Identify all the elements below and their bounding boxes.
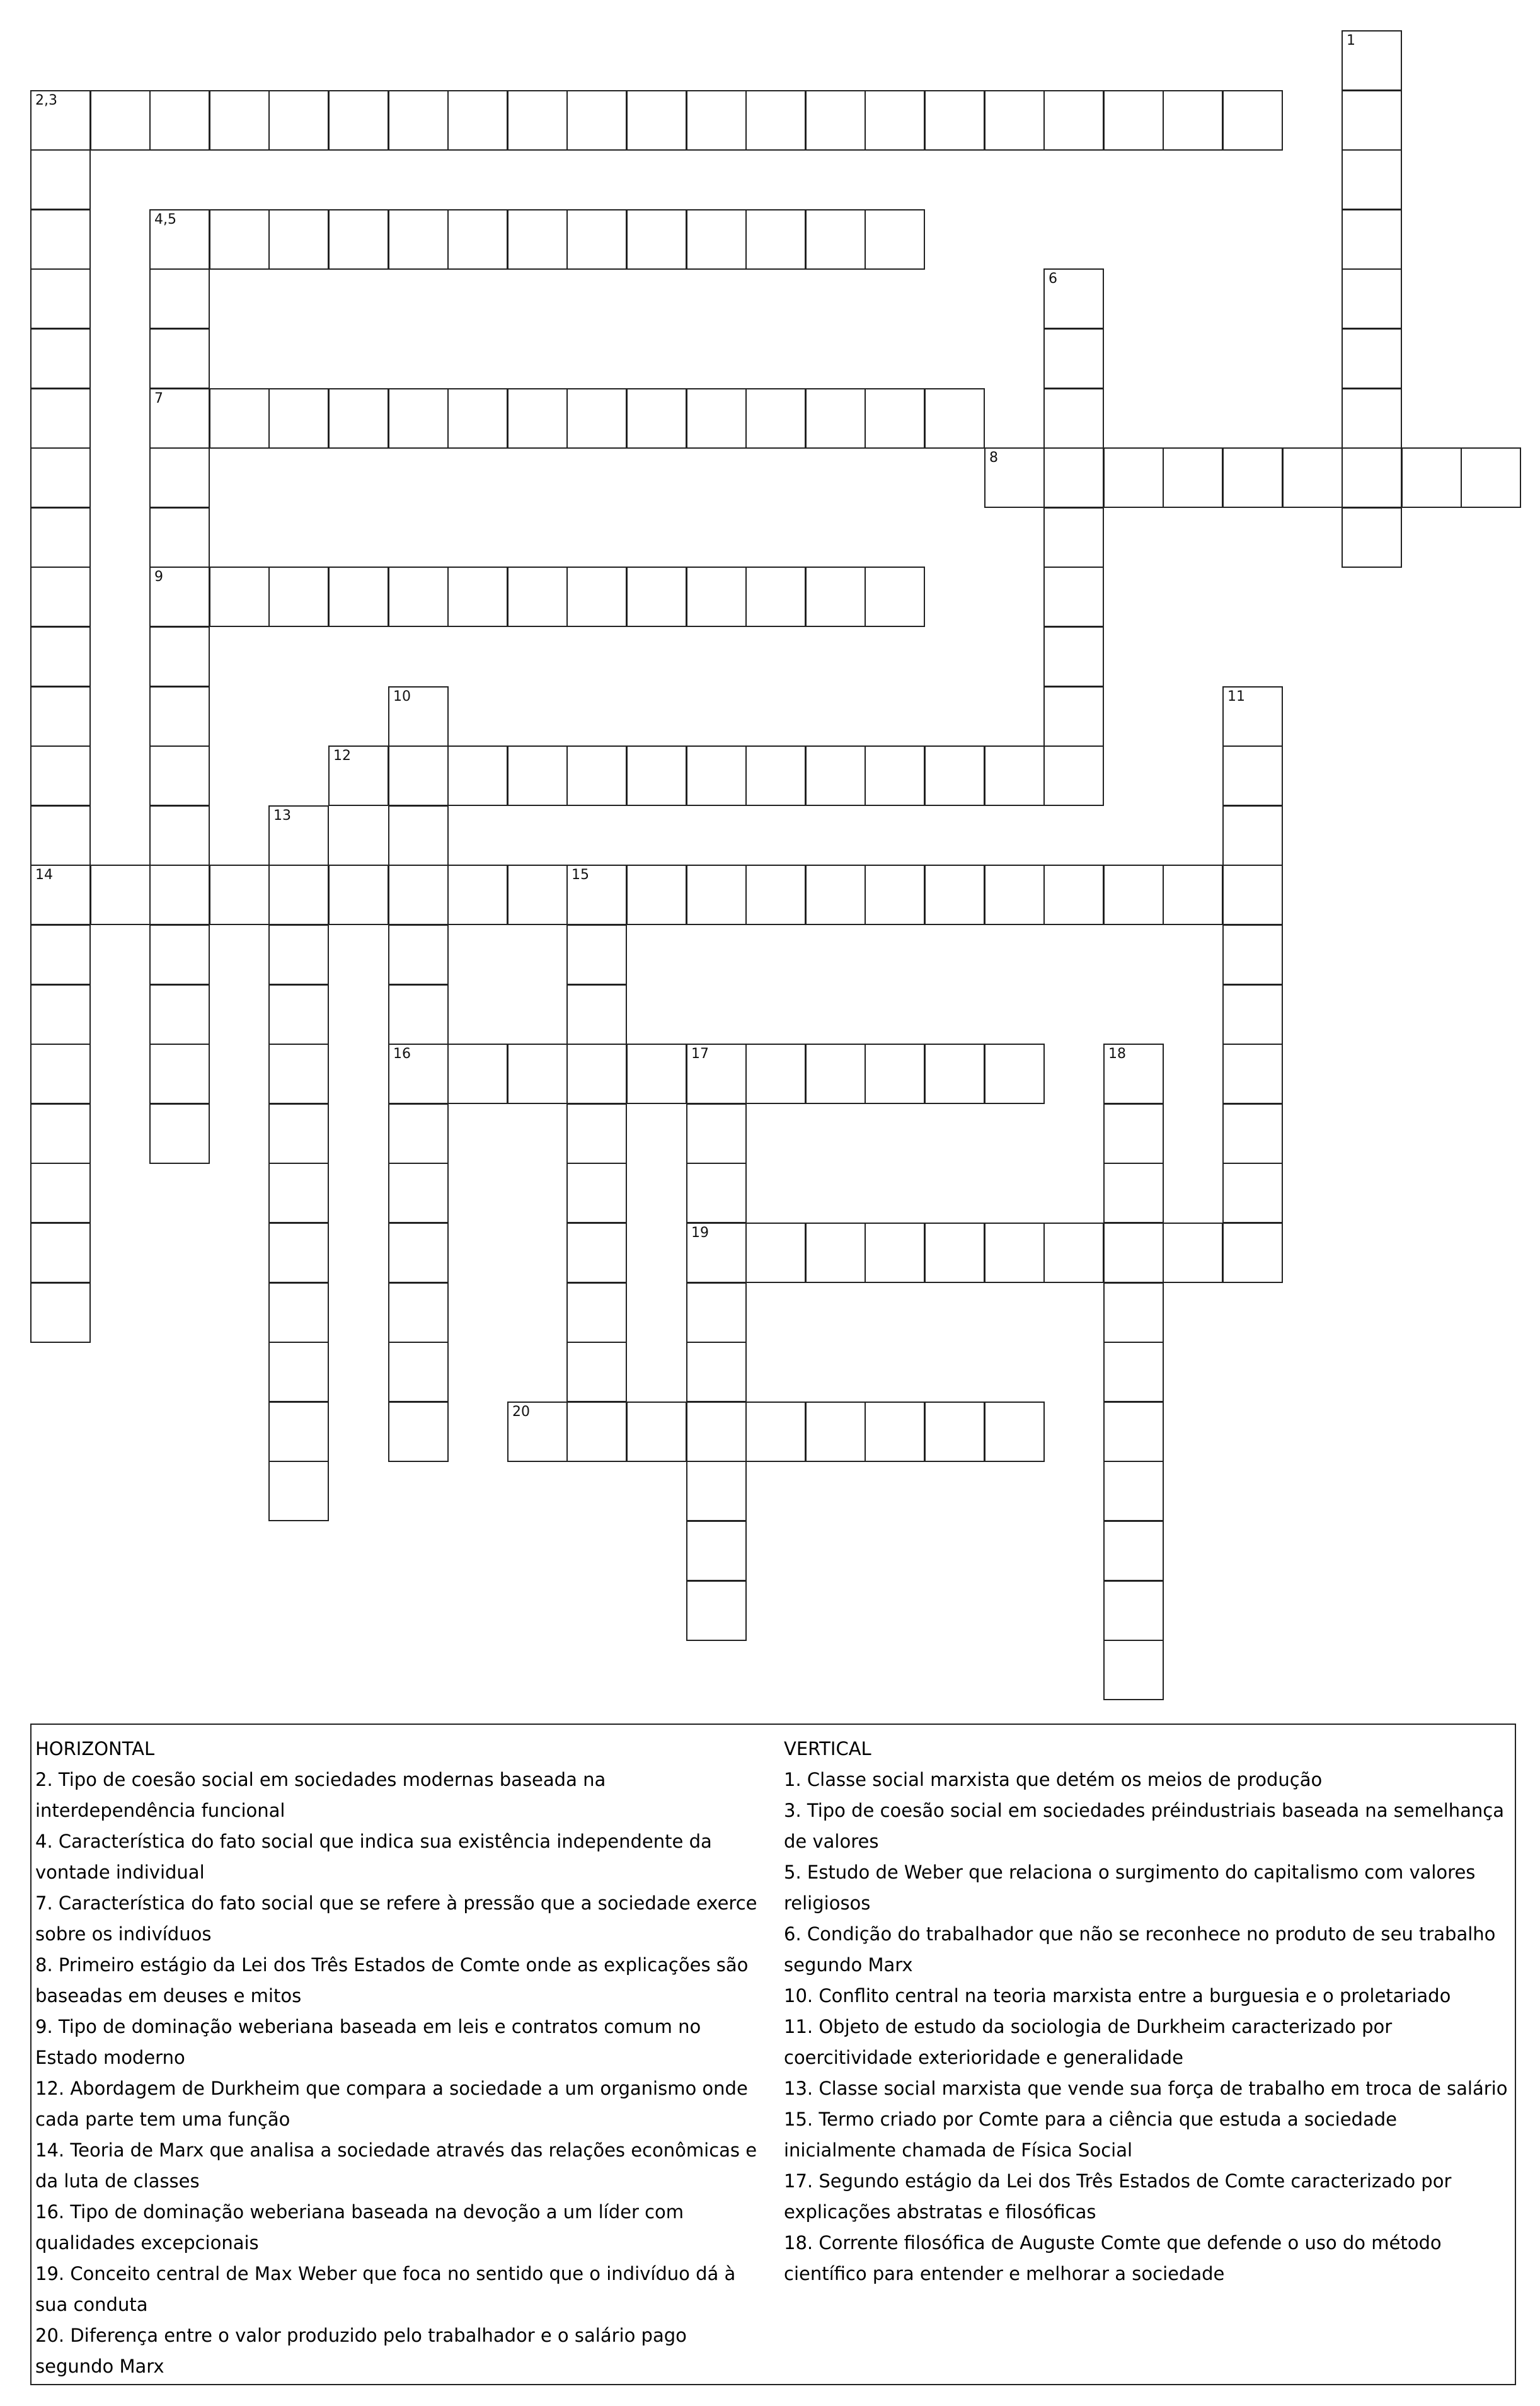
grid-cell[interactable] (149, 90, 210, 151)
grid-cell[interactable] (149, 626, 210, 687)
down-clue-13: 13. Classe social marxista que vende sua força de trabalho em troca de salário (784, 2078, 1508, 2099)
grid-cell[interactable] (1222, 1044, 1283, 1104)
grid-cell[interactable] (447, 567, 508, 627)
grid-cell[interactable] (30, 388, 91, 449)
grid-cell[interactable] (1222, 865, 1283, 925)
down-clue-3: 3. Tipo de coesão social em sociedades préindustriais baseada na semelhança de valores (784, 1800, 1505, 1852)
grid-cell[interactable] (626, 745, 687, 806)
grid-cell[interactable] (626, 90, 687, 151)
grid-cell[interactable] (865, 1402, 925, 1462)
grid-cell[interactable] (149, 984, 210, 1045)
grid-cell[interactable] (388, 90, 449, 151)
down-clue-6: 6. Condição do trabalhador que não se reconhece no produto de seu trabalho segundo Marx (784, 1923, 1496, 1976)
grid-cell[interactable] (1103, 865, 1164, 925)
grid-cell[interactable] (388, 984, 449, 1045)
grid-cell[interactable] (209, 567, 270, 627)
grid-cell[interactable] (1043, 1223, 1104, 1283)
grid-cell[interactable] (507, 1402, 568, 1462)
grid-cell[interactable] (30, 924, 91, 985)
grid-cell[interactable] (447, 1044, 508, 1104)
grid-cell[interactable] (566, 865, 627, 925)
grid-cell[interactable] (1043, 745, 1104, 806)
grid-cell[interactable] (1222, 686, 1283, 747)
grid-cell[interactable] (268, 567, 329, 627)
clue-number: 1 (1347, 33, 1355, 49)
grid-cell[interactable] (745, 1223, 806, 1283)
down-clue-5: 5. Estudo de Weber que relaciona o surgimento do capitalismo com valores religiosos (784, 1862, 1476, 1914)
grid-cell[interactable] (328, 865, 389, 925)
grid-cell[interactable] (30, 447, 91, 508)
grid-cell[interactable] (1103, 1163, 1164, 1223)
clue-number: 4,5 (154, 212, 176, 227)
grid-cell[interactable] (1103, 90, 1164, 151)
clue-number: 11 (1227, 689, 1245, 705)
grid-cell[interactable] (149, 745, 210, 806)
across-clue-12: 12. Abordagem de Durkheim que compara a sociedade a um organismo onde cada parte tem uma função (35, 2078, 748, 2130)
grid-cell[interactable] (924, 1223, 985, 1283)
grid-cell[interactable] (686, 1580, 747, 1641)
grid-cell[interactable] (507, 745, 568, 806)
grid-cell[interactable] (328, 388, 389, 449)
grid-cell[interactable] (924, 865, 985, 925)
grid-cell[interactable] (984, 1402, 1045, 1462)
clue-number: 14 (35, 867, 53, 883)
grid-cell[interactable] (388, 1044, 449, 1104)
grid-cell[interactable] (268, 90, 329, 151)
grid-cell[interactable] (1222, 1223, 1283, 1283)
grid-cell[interactable] (268, 1223, 329, 1283)
grid-cell[interactable] (30, 865, 91, 925)
grid-cell[interactable] (388, 865, 449, 925)
down-clue-10: 10. Conflito central na teoria marxista entre a burguesia e o proletariado (784, 1985, 1451, 2006)
clue-number: 8 (989, 450, 998, 466)
grid-cell[interactable] (984, 865, 1045, 925)
grid-cell[interactable] (149, 268, 210, 329)
grid-cell[interactable] (626, 388, 687, 449)
grid-cell[interactable] (626, 209, 687, 270)
grid-cell[interactable] (984, 90, 1045, 151)
clue-number: 19 (691, 1225, 709, 1241)
grid-cell[interactable] (1103, 1103, 1164, 1164)
grid-cell[interactable] (1222, 447, 1283, 508)
grid-cell[interactable] (805, 1223, 866, 1283)
grid-cell[interactable] (1461, 447, 1521, 508)
grid-cell[interactable] (745, 865, 806, 925)
across-clue-20: 20. Diferença entre o valor produzido pelo trabalhador e o salário pago segundo Marx (35, 2325, 687, 2377)
grid-cell[interactable] (388, 745, 449, 806)
across-clue-14: 14. Teoria de Marx que analisa a sociedade através das relações econômicas e da luta de classes (35, 2139, 757, 2192)
grid-cell[interactable] (149, 447, 210, 508)
grid-cell[interactable] (30, 1223, 91, 1283)
grid-cell[interactable] (388, 567, 449, 627)
grid-cell[interactable] (388, 686, 449, 747)
grid-cell[interactable] (686, 1342, 747, 1402)
grid-cell[interactable] (388, 1163, 449, 1223)
grid-cell[interactable] (447, 865, 508, 925)
grid-cell[interactable] (388, 1402, 449, 1462)
grid-cell[interactable] (30, 90, 91, 151)
grid-cell[interactable] (1043, 328, 1104, 389)
grid-cell[interactable] (1222, 924, 1283, 985)
grid-cell[interactable] (686, 1521, 747, 1581)
grid-cell[interactable] (388, 1282, 449, 1343)
grid-cell[interactable] (1342, 209, 1402, 270)
grid-cell[interactable] (984, 1223, 1045, 1283)
grid-cell[interactable] (149, 1103, 210, 1164)
grid-cell[interactable] (566, 90, 627, 151)
grid-cell[interactable] (149, 865, 210, 925)
grid-cell[interactable] (566, 1103, 627, 1164)
grid-cell[interactable] (1043, 507, 1104, 568)
grid-cell[interactable] (30, 686, 91, 747)
grid-cell[interactable] (30, 328, 91, 389)
down-clue-17: 17. Segundo estágio da Lei dos Três Estados de Comte caracterizado por explicações abstratas e filosóficas (784, 2170, 1452, 2223)
grid-cell[interactable] (745, 388, 806, 449)
grid-cell[interactable] (1342, 268, 1402, 329)
across-clue-8: 8. Primeiro estágio da Lei dos Três Estados de Comte onde as explicações são baseadas em deuses e mitos (35, 1954, 749, 2006)
grid-cell[interactable] (209, 209, 270, 270)
grid-cell[interactable] (447, 745, 508, 806)
grid-cell[interactable] (149, 1044, 210, 1104)
grid-cell[interactable] (686, 388, 747, 449)
grid-cell[interactable] (1342, 447, 1402, 508)
grid-cell[interactable] (805, 567, 866, 627)
grid-cell[interactable] (745, 209, 806, 270)
grid-cell[interactable] (566, 1163, 627, 1223)
grid-cell[interactable] (90, 865, 151, 925)
clue-number: 6 (1049, 271, 1057, 287)
grid-cell[interactable] (1342, 507, 1402, 568)
grid-cell[interactable] (1103, 1461, 1164, 1521)
grid-cell[interactable] (507, 388, 568, 449)
grid-cell[interactable] (566, 1044, 627, 1104)
clue-number: 16 (393, 1046, 411, 1062)
grid-cell[interactable] (268, 1044, 329, 1104)
grid-cell[interactable] (1103, 1521, 1164, 1581)
grid-cell[interactable] (865, 388, 925, 449)
grid-cell[interactable] (268, 1461, 329, 1521)
grid-cell[interactable] (149, 388, 210, 449)
grid-cell[interactable] (865, 90, 925, 151)
grid-cell[interactable] (328, 567, 389, 627)
grid-cell[interactable] (1222, 745, 1283, 806)
grid-cell[interactable] (149, 507, 210, 568)
grid-cell[interactable] (865, 567, 925, 627)
grid-cell[interactable] (924, 1402, 985, 1462)
grid-cell[interactable] (149, 686, 210, 747)
clue-number: 9 (154, 569, 163, 585)
grid-cell[interactable] (686, 1163, 747, 1223)
grid-cell[interactable] (1103, 1044, 1164, 1104)
clue-number: 20 (512, 1404, 530, 1420)
clue-number: 2,3 (35, 93, 57, 108)
grid-cell[interactable] (388, 1342, 449, 1402)
across-clue-19: 19. Conceito central de Max Weber que foca no sentido que o indivíduo dá à sua conduta (35, 2263, 736, 2315)
grid-cell[interactable] (805, 90, 866, 151)
grid-cell[interactable] (388, 209, 449, 270)
grid-cell[interactable] (209, 865, 270, 925)
grid-cell[interactable] (507, 567, 568, 627)
grid-cell[interactable] (30, 567, 91, 627)
grid-cell[interactable] (30, 805, 91, 866)
grid-cell[interactable] (149, 567, 210, 627)
grid-cell[interactable] (1222, 984, 1283, 1045)
grid-cell[interactable] (507, 90, 568, 151)
grid-cell[interactable] (149, 805, 210, 866)
grid-cell[interactable] (1222, 1103, 1283, 1164)
grid-cell[interactable] (686, 567, 747, 627)
grid-cell[interactable] (447, 209, 508, 270)
grid-cell[interactable] (1103, 1223, 1164, 1283)
grid-cell[interactable] (626, 865, 687, 925)
down-clue-11: 11. Objeto de estudo da sociologia de Durkheim caracterizado por coercitividade exterioridade e generalidade (784, 2016, 1393, 2068)
grid-cell[interactable] (30, 1103, 91, 1164)
grid-cell[interactable] (865, 1044, 925, 1104)
grid-cell[interactable] (1342, 90, 1402, 151)
grid-cell[interactable] (30, 268, 91, 329)
across-clue-4: 4. Característica do fato social que indica sua existência independente da vontade individual (35, 1831, 712, 1883)
grid-cell[interactable] (209, 388, 270, 449)
grid-cell[interactable] (865, 209, 925, 270)
clue-number: 17 (691, 1046, 709, 1062)
grid-cell[interactable] (566, 1223, 627, 1283)
grid-cell[interactable] (924, 388, 985, 449)
across-clue-2: 2. Tipo de coesão social em sociedades modernas baseada na interdependência funcional (35, 1769, 606, 1821)
grid-cell[interactable] (626, 1402, 687, 1462)
grid-cell[interactable] (1342, 328, 1402, 389)
grid-cell[interactable] (30, 149, 91, 210)
grid-cell[interactable] (1222, 1163, 1283, 1223)
down-clue-15: 15. Termo criado por Comte para a ciência que estuda a sociedade inicialmente chamada de Física Social (784, 2109, 1397, 2161)
grid-cell[interactable] (626, 567, 687, 627)
down-clue-1: 1. Classe social marxista que detém os meios de produção (784, 1769, 1323, 1790)
grid-cell[interactable] (388, 805, 449, 866)
grid-cell[interactable] (1401, 447, 1462, 508)
across-clues-column (35, 1734, 766, 2382)
grid-cell[interactable] (686, 209, 747, 270)
grid-cell[interactable] (566, 924, 627, 985)
grid-cell[interactable] (30, 984, 91, 1045)
grid-cell[interactable] (1103, 447, 1164, 508)
grid-cell[interactable] (686, 1282, 747, 1343)
grid-cell[interactable] (984, 745, 1045, 806)
across-clue-7: 7. Característica do fato social que se refere à pressão que a sociedade exerce sobre os indivíduos (35, 1892, 757, 1945)
grid-cell[interactable] (1043, 268, 1104, 329)
grid-cell[interactable] (507, 209, 568, 270)
grid-cell[interactable] (566, 388, 627, 449)
grid-cell[interactable] (1163, 447, 1223, 508)
grid-cell[interactable] (268, 984, 329, 1045)
clue-number: 12 (333, 748, 351, 764)
grid-cell[interactable] (566, 209, 627, 270)
clues-box (30, 1724, 1516, 2385)
grid-cell[interactable] (1103, 1640, 1164, 1700)
grid-cell[interactable] (745, 1044, 806, 1104)
grid-cell[interactable] (268, 1282, 329, 1343)
grid-cell[interactable] (388, 924, 449, 985)
grid-cell[interactable] (924, 90, 985, 151)
grid-cell[interactable] (507, 1044, 568, 1104)
down-clues-column (784, 1734, 1515, 2289)
grid-cell[interactable] (328, 90, 389, 151)
grid-cell[interactable] (268, 1342, 329, 1402)
grid-cell[interactable] (507, 865, 568, 925)
grid-cell[interactable] (865, 1223, 925, 1283)
grid-cell[interactable] (1043, 865, 1104, 925)
grid-cell[interactable] (686, 1461, 747, 1521)
grid-cell[interactable] (1043, 90, 1104, 151)
grid-cell[interactable] (1043, 447, 1104, 508)
grid-cell[interactable] (805, 745, 866, 806)
grid-cell[interactable] (686, 745, 747, 806)
grid-cell[interactable] (268, 1163, 329, 1223)
grid-cell[interactable] (209, 90, 270, 151)
grid-cell[interactable] (268, 924, 329, 985)
grid-cell[interactable] (268, 388, 329, 449)
grid-cell[interactable] (30, 1163, 91, 1223)
grid-cell[interactable] (745, 1402, 806, 1462)
grid-cell[interactable] (268, 805, 329, 866)
grid-cell[interactable] (745, 745, 806, 806)
grid-cell[interactable] (805, 865, 866, 925)
grid-cell[interactable] (1342, 30, 1402, 91)
across-title: HORIZONTAL (35, 1738, 155, 1759)
grid-cell[interactable] (328, 745, 389, 806)
grid-cell[interactable] (268, 1402, 329, 1462)
grid-cell[interactable] (686, 1223, 747, 1283)
grid-cell[interactable] (1043, 686, 1104, 747)
grid-cell[interactable] (865, 745, 925, 806)
clue-number: 15 (572, 867, 589, 883)
grid-cell[interactable] (686, 1402, 747, 1462)
grid-cell[interactable] (268, 1103, 329, 1164)
grid-cell[interactable] (984, 447, 1045, 508)
grid-cell[interactable] (328, 209, 389, 270)
grid-cell[interactable] (447, 388, 508, 449)
grid-cell[interactable] (1342, 388, 1402, 449)
grid-cell[interactable] (626, 1044, 687, 1104)
down-title: VERTICAL (784, 1738, 871, 1759)
grid-cell[interactable] (1163, 90, 1223, 151)
grid-cell[interactable] (1163, 1223, 1223, 1283)
grid-cell[interactable] (388, 1103, 449, 1164)
grid-cell[interactable] (30, 745, 91, 806)
grid-cell[interactable] (268, 209, 329, 270)
grid-cell[interactable] (984, 1044, 1045, 1104)
clue-number: 18 (1108, 1046, 1126, 1062)
grid-cell[interactable] (388, 1223, 449, 1283)
grid-cell[interactable] (30, 507, 91, 568)
grid-cell[interactable] (447, 90, 508, 151)
clue-number: 10 (393, 689, 411, 705)
grid-cell[interactable] (745, 567, 806, 627)
grid-cell[interactable] (686, 1103, 747, 1164)
grid-cell[interactable] (30, 209, 91, 270)
grid-cell[interactable] (1043, 388, 1104, 449)
grid-cell[interactable] (1163, 865, 1223, 925)
across-clue-9: 9. Tipo de dominação weberiana baseada em leis e contratos comum no Estado moderno (35, 2016, 701, 2068)
clue-number: 7 (154, 391, 163, 406)
grid-cell[interactable] (566, 1282, 627, 1343)
grid-cell[interactable] (1043, 626, 1104, 687)
grid-cell[interactable] (149, 924, 210, 985)
grid-cell[interactable] (865, 865, 925, 925)
grid-cell[interactable] (805, 1402, 866, 1462)
across-clue-16: 16. Tipo de dominação weberiana baseada na devoção a um líder com qualidades excepcionais (35, 2201, 684, 2253)
grid-cell[interactable] (30, 1282, 91, 1343)
grid-cell[interactable] (1103, 1282, 1164, 1343)
grid-cell[interactable] (30, 1044, 91, 1104)
grid-cell[interactable] (1043, 567, 1104, 627)
grid-cell[interactable] (686, 865, 747, 925)
grid-cell[interactable] (805, 209, 866, 270)
grid-cell[interactable] (745, 90, 806, 151)
grid-cell[interactable] (805, 388, 866, 449)
grid-cell[interactable] (1282, 447, 1343, 508)
grid-cell[interactable] (686, 90, 747, 151)
clue-number: 13 (273, 808, 291, 824)
grid-cell[interactable] (388, 388, 449, 449)
grid-cell[interactable] (30, 626, 91, 687)
grid-cell[interactable] (149, 209, 210, 270)
grid-cell[interactable] (924, 745, 985, 806)
grid-cell[interactable] (566, 1402, 627, 1462)
grid-cell[interactable] (1222, 90, 1283, 151)
grid-cell[interactable] (566, 1342, 627, 1402)
grid-cell[interactable] (1342, 149, 1402, 210)
grid-cell[interactable] (268, 865, 329, 925)
down-clue-18: 18. Corrente filosófica de Auguste Comte que defende o uso do método científico para entender e melhorar a sociedade (784, 2232, 1442, 2284)
grid-cell[interactable] (1103, 1402, 1164, 1462)
grid-cell[interactable] (1222, 805, 1283, 866)
grid-cell[interactable] (686, 1044, 747, 1104)
grid-cell[interactable] (566, 745, 627, 806)
grid-cell[interactable] (566, 567, 627, 627)
grid-cell[interactable] (90, 90, 151, 151)
grid-cell[interactable] (1103, 1342, 1164, 1402)
grid-cell[interactable] (1103, 1580, 1164, 1641)
grid-cell[interactable] (924, 1044, 985, 1104)
grid-cell[interactable] (149, 328, 210, 389)
grid-cell[interactable] (805, 1044, 866, 1104)
grid-cell[interactable] (566, 984, 627, 1045)
